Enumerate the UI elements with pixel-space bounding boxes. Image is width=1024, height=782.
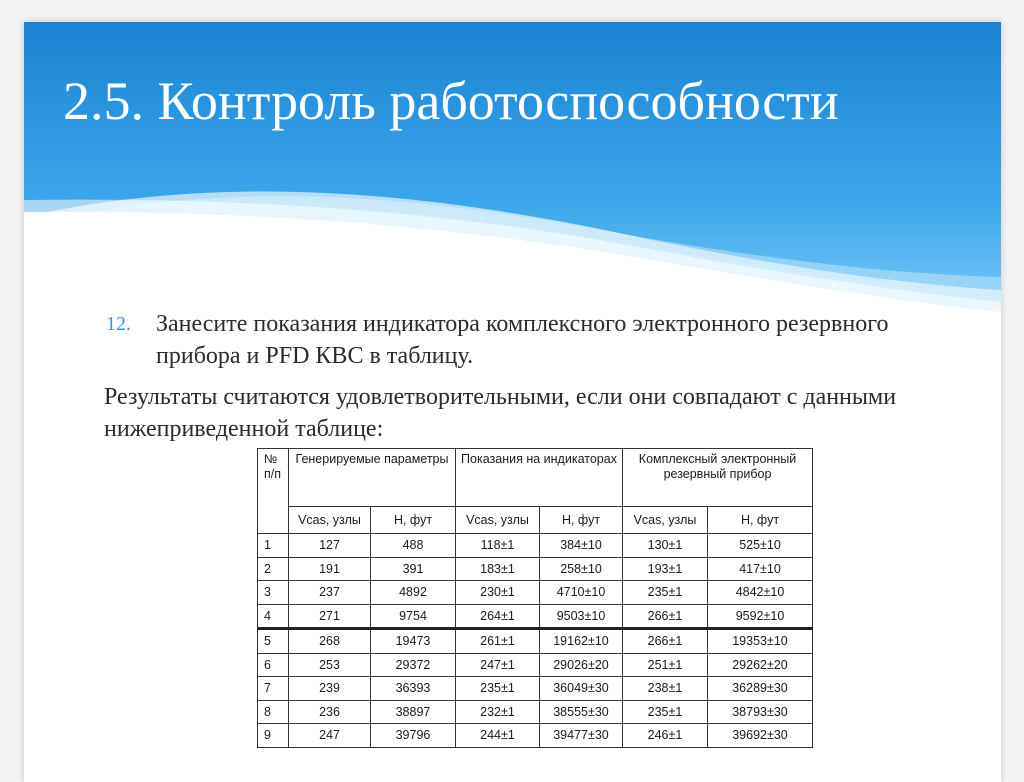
table-row bbox=[258, 557, 813, 581]
table-cell: 247±1 bbox=[456, 653, 540, 677]
table-cell: 7 bbox=[258, 677, 289, 701]
table-cell: 261±1 bbox=[456, 629, 540, 654]
table-cell: 9 bbox=[258, 724, 289, 748]
header-banner bbox=[24, 22, 1001, 322]
table-cell: 384±10 bbox=[540, 534, 623, 558]
table-cell: 6 bbox=[258, 653, 289, 677]
table-cell: 9754 bbox=[371, 604, 456, 629]
list-item-text: Занесите показания индикатора комплексного электронного резервного прибора и PFD КВС в таблицу. bbox=[156, 311, 889, 369]
table-cell: 237 bbox=[289, 581, 371, 605]
table-cell: 525±10 bbox=[708, 534, 813, 558]
subheader: H, фут bbox=[540, 507, 623, 534]
table-cell: 19473 bbox=[371, 629, 456, 654]
header-group-indicators: Показания на индикаторах bbox=[456, 449, 623, 507]
table-cell: 193±1 bbox=[623, 557, 708, 581]
table-row bbox=[258, 534, 813, 558]
table-cell: 271 bbox=[289, 604, 371, 629]
subheader: H, фут bbox=[708, 507, 813, 534]
subheader: Vcas, узлы bbox=[289, 507, 371, 534]
table-cell: 183±1 bbox=[456, 557, 540, 581]
reference-table-image bbox=[257, 448, 812, 748]
table-cell: 5 bbox=[258, 629, 289, 654]
table-row bbox=[258, 677, 813, 701]
table-cell: 38555±30 bbox=[540, 700, 623, 724]
table-row bbox=[258, 653, 813, 677]
header-wave-graphic bbox=[24, 22, 1001, 322]
table-cell: 36049±30 bbox=[540, 677, 623, 701]
table-cell: 118±1 bbox=[456, 534, 540, 558]
table-cell: 130±1 bbox=[623, 534, 708, 558]
table-cell: 266±1 bbox=[623, 629, 708, 654]
table-cell: 9592±10 bbox=[708, 604, 813, 629]
table-cell: 9503±10 bbox=[540, 604, 623, 629]
table-cell: 251±1 bbox=[623, 653, 708, 677]
header-num: № п/п bbox=[258, 449, 289, 534]
table-cell: 39477±30 bbox=[540, 724, 623, 748]
table-cell: 235±1 bbox=[623, 581, 708, 605]
table-cell: 29262±20 bbox=[708, 653, 813, 677]
table-cell: 238±1 bbox=[623, 677, 708, 701]
table-row bbox=[258, 581, 813, 605]
table-cell: 39692±30 bbox=[708, 724, 813, 748]
table-cell: 488 bbox=[371, 534, 456, 558]
table-cell: 2 bbox=[258, 557, 289, 581]
slide bbox=[24, 22, 1001, 782]
table-cell: 266±1 bbox=[623, 604, 708, 629]
table-cell: 4842±10 bbox=[708, 581, 813, 605]
table-cell: 247 bbox=[289, 724, 371, 748]
table-cell: 29026±20 bbox=[540, 653, 623, 677]
table-cell: 19353±10 bbox=[708, 629, 813, 654]
table-cell: 391 bbox=[371, 557, 456, 581]
table-cell: 258±10 bbox=[540, 557, 623, 581]
table-cell: 38897 bbox=[371, 700, 456, 724]
table-cell: 4892 bbox=[371, 581, 456, 605]
table-cell: 4 bbox=[258, 604, 289, 629]
table-cell: 36393 bbox=[371, 677, 456, 701]
content-body bbox=[104, 308, 964, 445]
table-cell: 19162±10 bbox=[540, 629, 623, 654]
table-cell: 232±1 bbox=[456, 700, 540, 724]
results-paragraph: Результаты считаются удовлетворительными, если они совпадают с данными нижеприведенной таблице: bbox=[104, 384, 897, 442]
reference-table bbox=[257, 448, 813, 748]
table-cell: 268 bbox=[289, 629, 371, 654]
page-title: 2.5. Контроль работоспособности bbox=[63, 71, 839, 131]
table-cell: 4710±10 bbox=[540, 581, 623, 605]
table-cell: 253 bbox=[289, 653, 371, 677]
header-group-backup: Комплексный электронный резервный прибор bbox=[623, 449, 813, 507]
list-item-number: 12. bbox=[106, 313, 131, 335]
table-cell: 8 bbox=[258, 700, 289, 724]
subheader: Vcas, узлы bbox=[456, 507, 540, 534]
table-cell: 246±1 bbox=[623, 724, 708, 748]
subheader: H, фут bbox=[371, 507, 456, 534]
table-cell: 3 bbox=[258, 581, 289, 605]
table-cell: 38793±30 bbox=[708, 700, 813, 724]
table-cell: 244±1 bbox=[456, 724, 540, 748]
table-cell: 39796 bbox=[371, 724, 456, 748]
subheader: Vcas, узлы bbox=[623, 507, 708, 534]
table-cell: 127 bbox=[289, 534, 371, 558]
table-cell: 1 bbox=[258, 534, 289, 558]
table-cell: 235±1 bbox=[456, 677, 540, 701]
table-row bbox=[258, 629, 813, 654]
table-cell: 236 bbox=[289, 700, 371, 724]
table-cell: 264±1 bbox=[456, 604, 540, 629]
table-cell: 230±1 bbox=[456, 581, 540, 605]
table-cell: 29372 bbox=[371, 653, 456, 677]
table-row bbox=[258, 700, 813, 724]
list-item-12 bbox=[104, 308, 964, 372]
table-cell: 417±10 bbox=[708, 557, 813, 581]
table-cell: 235±1 bbox=[623, 700, 708, 724]
table-row bbox=[258, 724, 813, 748]
table-cell: 239 bbox=[289, 677, 371, 701]
header-group-generated: Генерируемые параметры bbox=[289, 449, 456, 507]
table-cell: 36289±30 bbox=[708, 677, 813, 701]
table-cell: 191 bbox=[289, 557, 371, 581]
table-row bbox=[258, 604, 813, 629]
